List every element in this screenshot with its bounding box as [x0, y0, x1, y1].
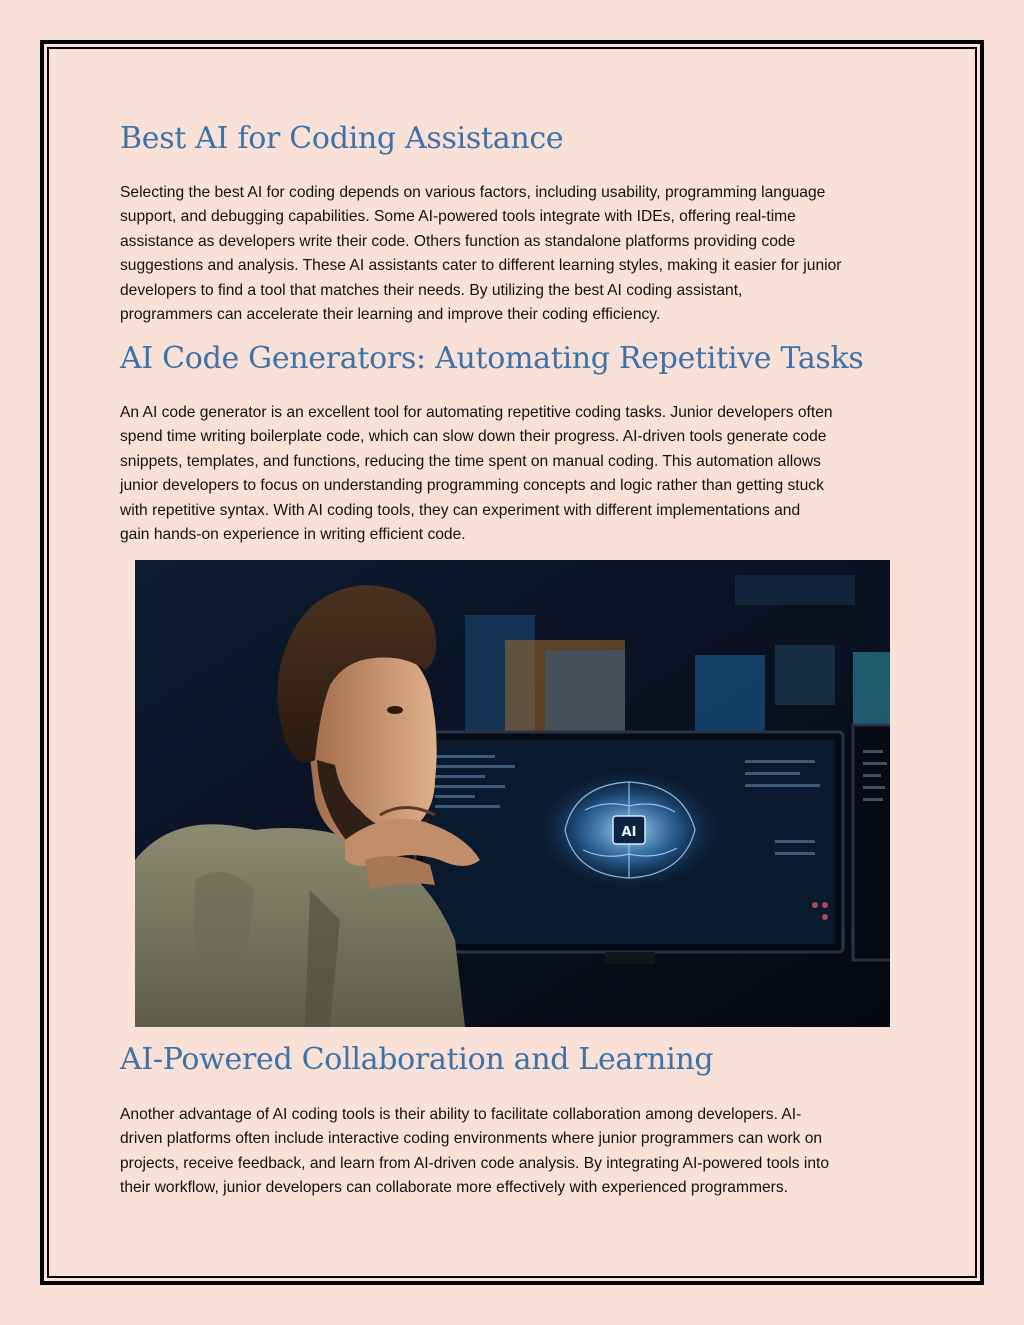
paragraph-line: snippets, templates, and functions, reducing the time spent on manual coding. This automation allows: [120, 452, 821, 470]
section-heading-best-ai: Best AI for Coding Assistance: [120, 121, 564, 156]
paragraph-line: programmers can accelerate their learning and improve their coding efficiency.: [120, 306, 661, 324]
paragraph-line: Selecting the best AI for coding depends on various factors, including usability, programming language: [120, 184, 826, 201]
paragraph-line: junior developers to focus on understanding programming concepts and logic rather than getting stuck: [120, 477, 824, 495]
paragraph-line: developers to find a tool that matches their needs. By utilizing the best AI coding assistant,: [120, 281, 743, 299]
paragraph-line: assistance as developers write their code. Others function as standalone platforms providing code: [120, 232, 796, 250]
paragraph-line: suggestions and analysis. These AI assistants cater to different learning styles, making it easier for junior: [120, 257, 842, 275]
paragraph-line: spend time writing boilerplate code, which can slow down their progress. AI-driven tools generate code: [120, 428, 827, 446]
paragraph-line: support, and debugging capabilities. Some AI-powered tools integrate with IDEs, offering real-time: [120, 208, 796, 226]
section-paragraph-code-generators: [120, 401, 920, 547]
monitor-right: [853, 725, 890, 960]
section-heading-code-generators: AI Code Generators: Automating Repetitive Tasks: [120, 341, 864, 376]
section-paragraph-collaboration: [120, 1103, 920, 1201]
paragraph-line: their workflow, junior developers can collaborate more effectively with experienced programmers.: [120, 1179, 788, 1197]
section-heading-collaboration: AI-Powered Collaboration and Learning: [120, 1042, 714, 1077]
monitor-ai-label: AI: [621, 825, 637, 840]
section-paragraph-best-ai: [120, 181, 920, 327]
developer-photo: [135, 560, 890, 1027]
paragraph-line: projects, receive feedback, and learn from AI-driven code analysis. By integrating AI-powered tools into: [120, 1154, 830, 1172]
paragraph-line: Another advantage of AI coding tools is their ability to facilitate collaboration among developers. AI-: [120, 1106, 802, 1123]
monitor-main: [415, 732, 843, 964]
paragraph-line: driven platforms often include interactive coding environments where junior programmers can work on: [120, 1130, 823, 1148]
paragraph-line: with repetitive syntax. With AI coding tools, they can experiment with different implementations and: [120, 501, 801, 519]
paragraph-line: An AI code generator is an excellent tool for automating repetitive coding tasks. Junior developers often: [120, 404, 833, 421]
paragraph-line: gain hands-on experience in writing efficient code.: [120, 526, 466, 544]
